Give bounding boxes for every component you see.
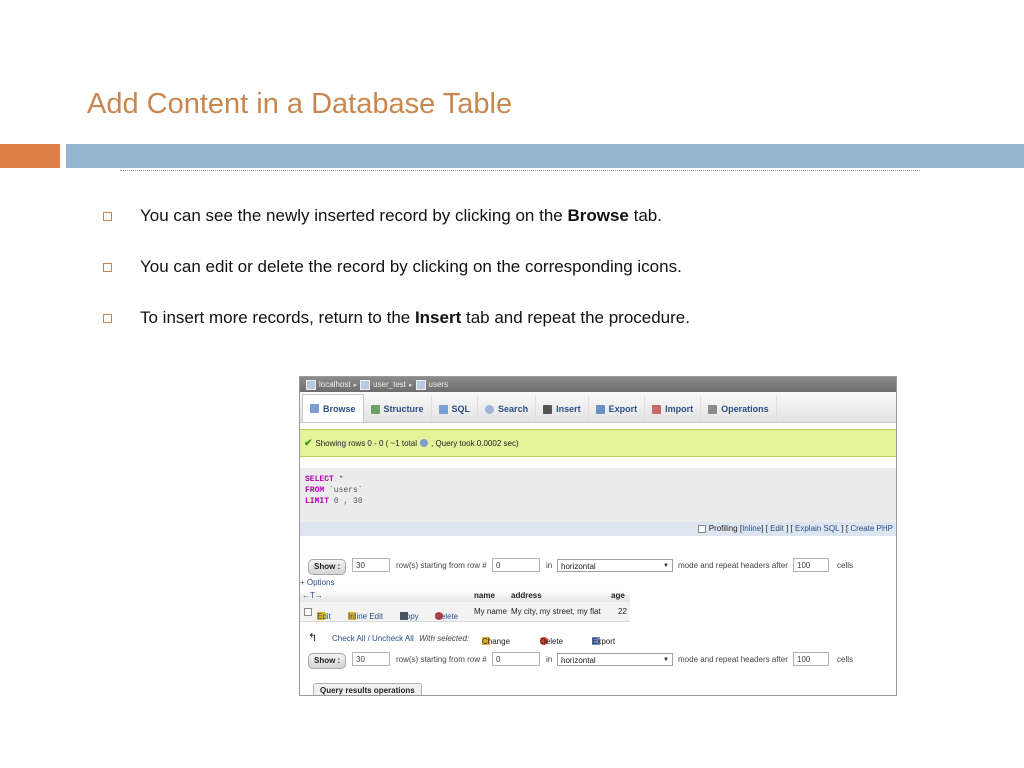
bullet-item [103,204,963,255]
dropdown-arrow-icon: ▼ [663,563,669,569]
navigation-row-bottom: Show : 30 row(s) starting from row # 0 in horizontal ▼ mode and repeat headers after 100 cells [300,647,896,673]
sort-arrows-icon: ←T→ [302,591,323,600]
inline-link[interactable]: Inline [742,524,762,533]
structure-icon [371,405,380,414]
tab-structure[interactable]: Structure [364,396,432,422]
rows-input[interactable]: 30 [352,558,390,572]
cell-address: My city, my street, my flat [511,607,601,616]
phpmyadmin-screenshot [299,376,897,696]
navigation-row-top: Show : 30 row(s) starting from row # 0 in horizontal ▼ mode and repeat headers after 100 cells [300,553,896,579]
breadcrumb [300,377,896,392]
bullet-square-icon [103,212,112,221]
insert-icon [543,405,552,414]
wrench-icon [708,405,717,414]
column-header-age[interactable]: age [611,591,625,600]
help-icon[interactable] [420,439,428,447]
table-header [300,590,630,602]
bullet-list [103,204,963,357]
breadcrumb-table[interactable]: users [428,380,449,389]
mode-select[interactable]: horizontal ▼ [557,559,673,572]
start-row-input[interactable]: 0 [492,652,540,666]
checkmark-icon: ✔ [304,437,313,449]
bullet-square-icon [103,263,112,272]
bullet-text: You can see the newly inserted record by clicking on the Browse tab. [140,206,662,225]
column-header-name[interactable]: name [474,591,495,600]
start-row-input[interactable]: 0 [492,558,540,572]
profiling-checkbox[interactable] [698,525,706,533]
mode-select[interactable]: horizontal ▼ [557,653,673,666]
bullet-item [103,255,963,306]
table-icon [416,380,426,390]
cell-age: 22 [618,607,627,616]
breadcrumb-separator-icon: ▸ [409,381,413,389]
rows-input[interactable]: 30 [352,652,390,666]
search-icon [485,405,494,414]
arrow-up-icon: ↰ [308,632,318,644]
tab-insert[interactable]: Insert [536,396,589,422]
row-checkbox[interactable] [304,608,312,616]
tab-bar [300,392,896,423]
dotted-divider [120,170,920,171]
check-all-link[interactable]: Check All / Uncheck All [332,634,414,643]
query-results-operations-tab[interactable]: Query results operations [313,683,422,696]
import-icon [652,405,661,414]
query-links-bar: Profiling [Inline] [ Edit ] [ Explain SQL ] [ Create PHP [300,522,896,536]
server-icon [306,380,316,390]
bullet-item [103,306,963,357]
show-button[interactable]: Show : [308,559,346,575]
tab-operations[interactable]: Operations [701,396,777,422]
browse-icon [310,404,319,413]
create-php-link[interactable]: Create PHP [850,524,893,533]
with-selected-bar: ↰ Check All / Uncheck All With selected: Change Delete Export [308,632,616,646]
explain-sql-link[interactable]: Explain SQL [795,524,840,533]
show-button[interactable]: Show : [308,653,346,669]
cell-name: My name [474,607,507,616]
breadcrumb-database[interactable]: user_test [373,380,406,389]
tab-sql[interactable]: SQL [432,396,479,422]
bullet-text: To insert more records, return to the Insert tab and repeat the procedure. [140,308,690,327]
breadcrumb-server[interactable]: localhost [319,380,351,389]
tab-export[interactable]: Export [589,396,646,422]
results-table [300,590,630,622]
accent-bar-blue [66,144,1024,168]
export-icon [596,405,605,414]
dropdown-arrow-icon: ▼ [663,657,669,663]
sql-query-box: SELECT * FROM `users` LIMIT 0 , 30 [300,468,896,522]
tab-browse[interactable]: Browse [302,394,364,422]
success-message: ✔ Showing rows 0 - 0 ( ~1 total , Query took 0.0002 sec) [300,429,896,457]
bullet-square-icon [103,314,112,323]
accent-bar-orange [0,144,60,168]
tab-import[interactable]: Import [645,396,701,422]
options-link[interactable]: + Options [300,578,335,587]
repeat-headers-input[interactable]: 100 [793,558,829,572]
tab-search[interactable]: Search [478,396,536,422]
column-header-address[interactable]: address [511,591,542,600]
repeat-headers-input[interactable]: 100 [793,652,829,666]
edit-link[interactable]: Edit [770,524,784,533]
bullet-text: You can edit or delete the record by clicking on the corresponding icons. [140,257,682,276]
table-row: Edit Inline Edit Copy Delete My name My city, my street, my flat 22 [300,602,630,622]
database-icon [360,380,370,390]
sql-icon [439,405,448,414]
breadcrumb-separator-icon: ▸ [353,381,358,389]
slide-title: Add Content in a Database Table [87,88,513,120]
